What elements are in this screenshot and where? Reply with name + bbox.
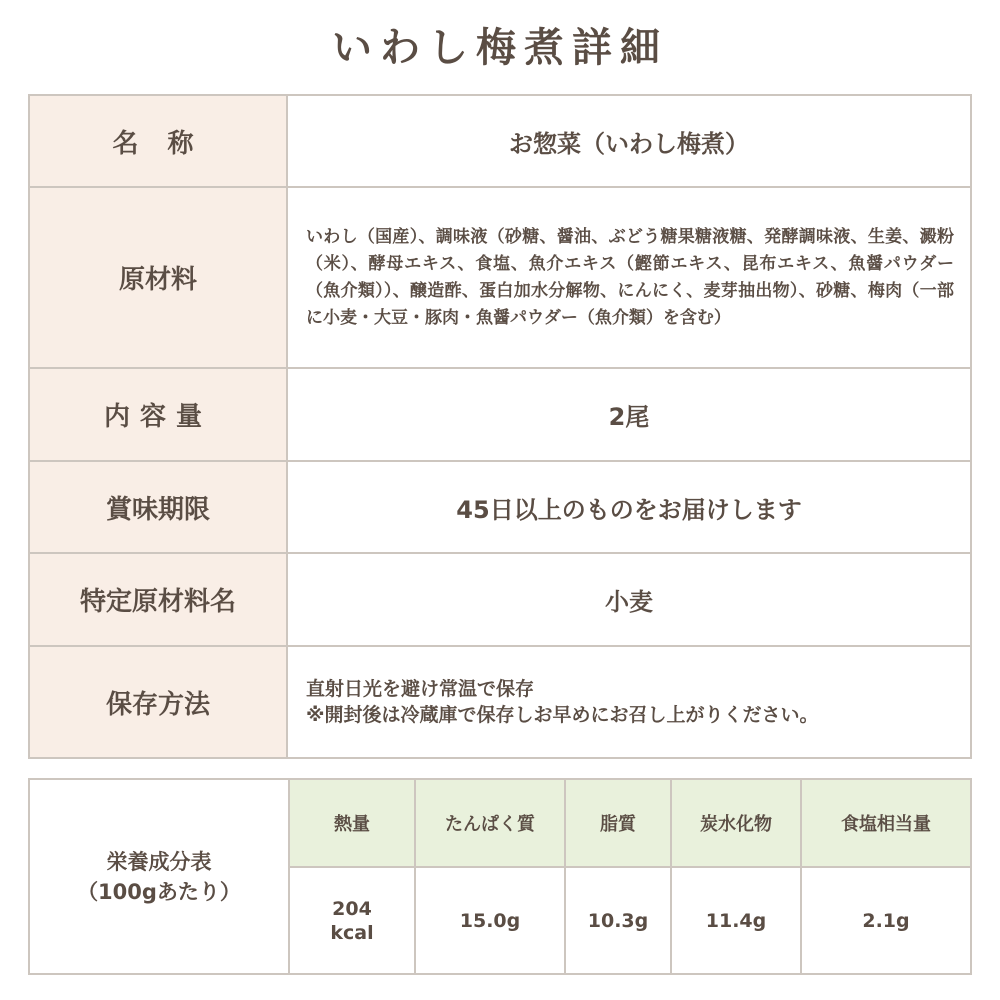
product-detail-table [28,94,972,759]
quantity-label: 内容量 [29,368,287,461]
page-title: いわし梅煮詳細 [332,25,668,71]
value-salt: 2.1g [801,867,971,974]
name-value: お惣菜（いわし梅煮） [287,95,971,187]
header-carbohydrate: 炭水化物 [671,779,801,867]
nutrition-table [28,778,972,975]
header-salt: 食塩相当量 [801,779,971,867]
expiry-label: 賞味期限 [29,461,287,553]
allergen-label: 特定原材料名 [29,553,287,646]
storage-value [287,646,971,758]
row-allergen [29,553,971,646]
header-fat: 脂質 [565,779,671,867]
storage-line-2: ※開封後は冷蔵庫で保存しお早めにお召し上がりください。 [306,704,819,726]
value-protein: 15.0g [415,867,565,974]
allergen-value: 小麦 [287,553,971,646]
nutrition-label-line-2: （100gあたり） [77,879,241,904]
row-expiry [29,461,971,553]
header-protein: たんぱく質 [415,779,565,867]
nutrition-label [29,779,289,974]
energy-number: 204 [332,897,372,920]
value-fat: 10.3g [565,867,671,974]
nutrition-header-row [29,779,971,867]
row-quantity [29,368,971,461]
value-carbohydrate: 11.4g [671,867,801,974]
row-name [29,95,971,187]
row-ingredients [29,187,971,368]
storage-label: 保存方法 [29,646,287,758]
ingredients-label: 原材料 [29,187,287,368]
header-energy: 熱量 [289,779,415,867]
storage-line-1: 直射日光を避け常温で保存 [306,678,535,700]
value-energy [289,867,415,974]
name-label: 名 称 [29,95,287,187]
energy-unit: kcal [330,921,374,944]
row-storage [29,646,971,758]
quantity-value: 2尾 [287,368,971,461]
expiry-value: 45日以上のものをお届けします [287,461,971,553]
ingredients-value: いわし（国産）、調味液（砂糖、醤油、ぶどう糖果糖液糖、発酵調味液、生姜、澱粉（米）、酵母エキス、食塩、魚介エキス（鰹節エキス、昆布エキス、魚醤パウダー（魚介類））、醸造酢、蛋白加水分解物、にんにく、麦芽抽出物）、砂糖、梅肉（一部に小麦・大豆・豚肉・魚醤パウダー（魚介類）を含む） [287,187,971,368]
nutrition-label-line-1: 栄養成分表 [106,849,212,874]
